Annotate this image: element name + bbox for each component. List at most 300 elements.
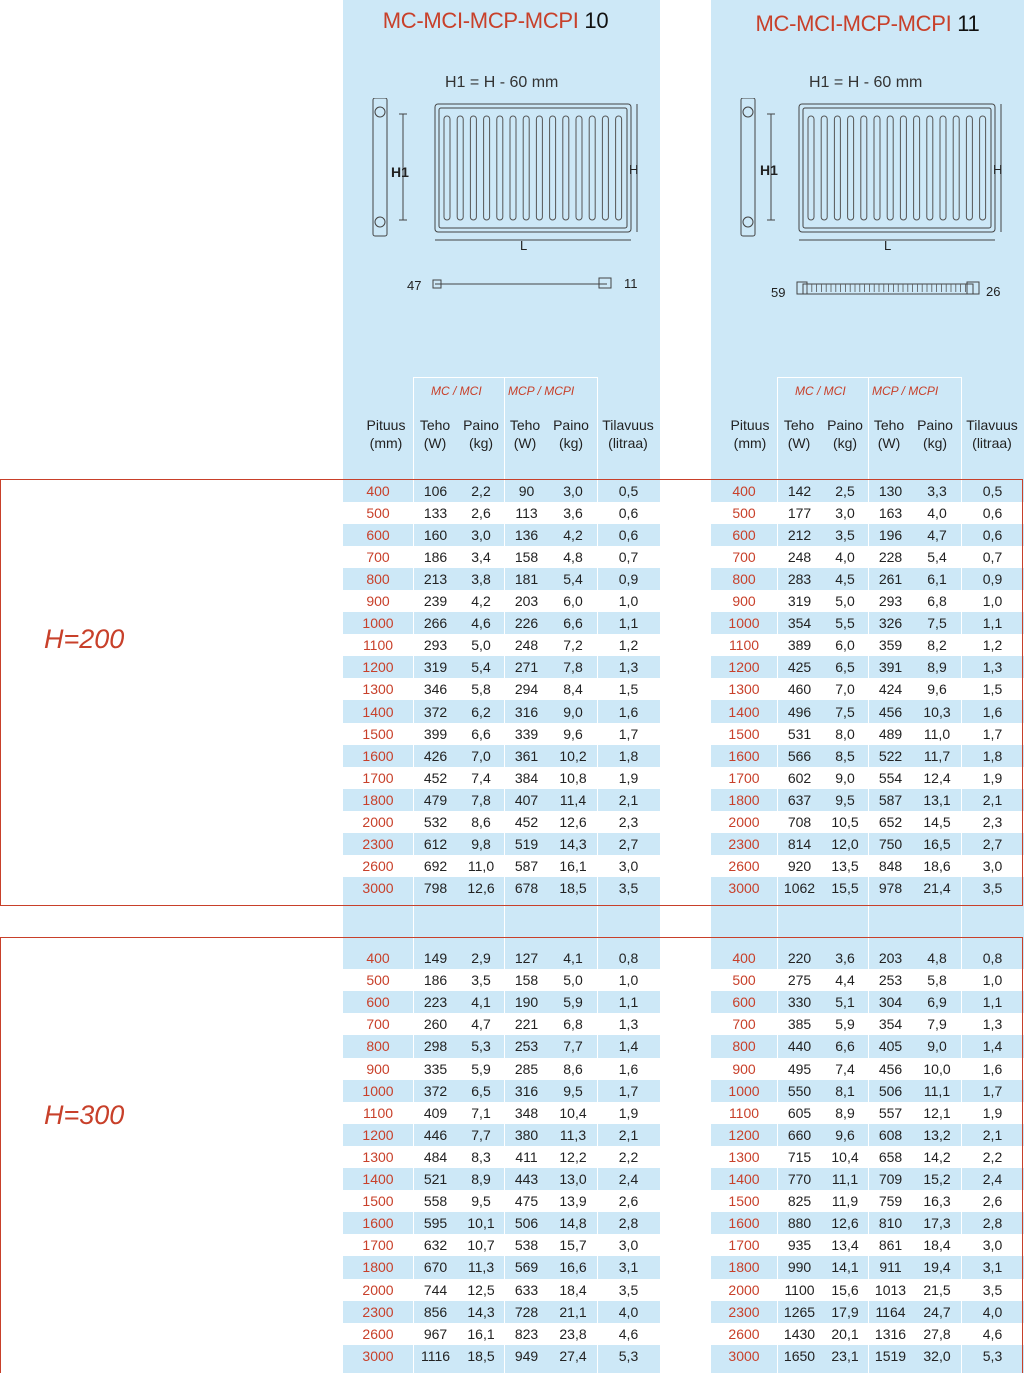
cell-paino-mc: 12,6 xyxy=(467,880,495,896)
cell-pituus: 1300 xyxy=(362,1149,394,1165)
cell-teho-mc: 558 xyxy=(423,1193,448,1209)
cell-teho-mc: 346 xyxy=(423,681,448,697)
cell-pituus: 600 xyxy=(366,994,390,1010)
cell-pituus: 900 xyxy=(366,1061,390,1077)
cell-teho-mcp: 1316 xyxy=(874,1326,907,1342)
cell-paino-mc: 4,7 xyxy=(471,1016,491,1032)
cell-paino-mcp: 13,1 xyxy=(923,792,951,808)
cell-paino-mc: 16,1 xyxy=(467,1326,495,1342)
cell-paino-mcp: 5,0 xyxy=(563,972,583,988)
cell-pituus: 600 xyxy=(366,527,390,543)
cell-pituus: 500 xyxy=(732,972,756,988)
cell-tilavuus: 1,1 xyxy=(618,615,639,631)
cell-tilavuus: 2,7 xyxy=(982,836,1003,852)
cell-tilavuus: 1,0 xyxy=(982,593,1003,609)
cell-teho-mcp: 456 xyxy=(878,704,903,720)
cell-tilavuus: 1,3 xyxy=(618,1016,639,1032)
cell-teho-mc: 990 xyxy=(787,1259,812,1275)
cell-paino-mcp: 3,6 xyxy=(563,505,583,521)
cell-tilavuus: 1,4 xyxy=(618,1038,639,1054)
cell-pituus: 500 xyxy=(732,505,756,521)
cell-paino-mc: 6,0 xyxy=(835,637,855,653)
cell-tilavuus: 0,6 xyxy=(982,505,1003,521)
cell-paino-mcp: 15,7 xyxy=(559,1237,587,1253)
cell-paino-mcp: 18,5 xyxy=(559,880,587,896)
cell-pituus: 3000 xyxy=(362,1348,394,1364)
cell-teho-mc: 426 xyxy=(423,748,448,764)
cell-teho-mcp: 569 xyxy=(514,1259,539,1275)
cell-teho-mc: 446 xyxy=(423,1127,448,1143)
header-teho: Teho (W) xyxy=(419,417,451,451)
cell-paino-mc: 7,4 xyxy=(471,770,491,786)
cell-paino-mc: 9,0 xyxy=(835,770,855,786)
cell-tilavuus: 3,5 xyxy=(618,880,639,896)
cell-paino-mcp: 8,4 xyxy=(563,681,583,697)
cell-teho-mcp: 911 xyxy=(879,1259,902,1275)
cell-paino-mcp: 4,0 xyxy=(927,505,947,521)
cell-teho-mcp: 391 xyxy=(878,659,903,675)
table-row xyxy=(0,1102,1024,1124)
cell-paino-mc: 10,5 xyxy=(831,814,859,830)
cell-pituus: 1400 xyxy=(362,704,394,720)
cell-teho-mcp: 253 xyxy=(514,1038,539,1054)
cell-paino-mc: 3,4 xyxy=(471,549,491,565)
cell-pituus: 1400 xyxy=(362,1171,394,1187)
cell-tilavuus: 1,0 xyxy=(982,972,1003,988)
cell-teho-mcp: 405 xyxy=(878,1038,903,1054)
cell-tilavuus: 2,2 xyxy=(618,1149,639,1165)
header-paino: Paino (kg) xyxy=(917,417,953,451)
cell-paino-mcp: 4,8 xyxy=(563,549,583,565)
cell-teho-mcp: 506 xyxy=(514,1215,539,1231)
cell-pituus: 900 xyxy=(366,593,390,609)
cell-paino-mcp: 4,8 xyxy=(927,950,947,966)
cell-paino-mc: 7,7 xyxy=(471,1127,491,1143)
cell-paino-mcp: 13,0 xyxy=(559,1171,587,1187)
table-row xyxy=(0,634,1024,656)
cell-pituus: 1400 xyxy=(728,1171,760,1187)
cell-paino-mc: 4,5 xyxy=(835,571,855,587)
cell-pituus: 1300 xyxy=(728,681,760,697)
cell-tilavuus: 1,4 xyxy=(982,1038,1003,1054)
cell-paino-mcp: 5,8 xyxy=(927,972,947,988)
cell-paino-mcp: 12,2 xyxy=(559,1149,587,1165)
cell-teho-mc: 440 xyxy=(787,1038,812,1054)
table-row xyxy=(0,546,1024,568)
cell-paino-mc: 11,9 xyxy=(831,1193,859,1209)
table-row xyxy=(0,1212,1024,1234)
cell-pituus: 700 xyxy=(366,549,390,565)
cell-paino-mcp: 14,3 xyxy=(559,836,587,852)
cell-teho-mc: 495 xyxy=(787,1061,812,1077)
cell-paino-mcp: 11,3 xyxy=(559,1127,587,1143)
cell-paino-mc: 10,1 xyxy=(467,1215,495,1231)
cell-tilavuus: 5,3 xyxy=(982,1348,1003,1364)
table-row xyxy=(0,1080,1024,1102)
cell-paino-mc: 3,5 xyxy=(471,972,491,988)
cell-tilavuus: 1,0 xyxy=(618,972,639,988)
cell-tilavuus: 1,3 xyxy=(618,659,639,675)
cell-paino-mc: 20,1 xyxy=(831,1326,859,1342)
cell-teho-mc: 550 xyxy=(787,1083,812,1099)
cell-teho-mcp: 554 xyxy=(878,770,903,786)
cell-teho-mc: 354 xyxy=(787,615,812,631)
cell-tilavuus: 1,6 xyxy=(982,704,1003,720)
table-row xyxy=(0,612,1024,634)
cell-tilavuus: 5,3 xyxy=(618,1348,639,1364)
cell-paino-mc: 10,4 xyxy=(831,1149,859,1165)
cell-tilavuus: 2,4 xyxy=(618,1171,639,1187)
cell-teho-mc: 389 xyxy=(787,637,812,653)
header-tilavuus: Tilavuus (litraa) xyxy=(966,417,1018,451)
cell-pituus: 600 xyxy=(732,994,756,1010)
cell-tilavuus: 1,5 xyxy=(618,681,639,697)
header-pituus: Pituus (mm) xyxy=(730,417,770,451)
header-paino: Paino (kg) xyxy=(463,417,499,451)
cell-paino-mc: 7,8 xyxy=(471,792,491,808)
cell-tilavuus: 2,7 xyxy=(618,836,639,852)
cell-pituus: 1200 xyxy=(362,659,394,675)
cell-teho-mc: 660 xyxy=(787,1127,812,1143)
cell-paino-mc: 4,1 xyxy=(471,994,491,1010)
cell-pituus: 1500 xyxy=(728,1193,760,1209)
cell-tilavuus: 0,7 xyxy=(618,549,639,565)
cell-paino-mcp: 9,0 xyxy=(927,1038,947,1054)
cell-tilavuus: 1,6 xyxy=(618,1061,639,1077)
cell-paino-mc: 7,4 xyxy=(835,1061,855,1077)
cell-pituus: 1000 xyxy=(728,615,760,631)
cell-tilavuus: 1,5 xyxy=(982,681,1003,697)
cell-paino-mcp: 10,0 xyxy=(923,1061,951,1077)
cell-tilavuus: 0,8 xyxy=(982,950,1003,966)
cell-teho-mc: 670 xyxy=(423,1259,448,1275)
cell-paino-mcp: 16,6 xyxy=(559,1259,587,1275)
cell-paino-mc: 5,1 xyxy=(835,994,855,1010)
cell-tilavuus: 1,8 xyxy=(618,748,639,764)
cell-tilavuus: 1,7 xyxy=(618,1083,639,1099)
cell-teho-mc: 798 xyxy=(423,880,448,896)
header-tilavuus: Tilavuus (litraa) xyxy=(602,417,654,451)
cell-teho-mcp: 221 xyxy=(514,1016,539,1032)
cell-tilavuus: 2,8 xyxy=(982,1215,1003,1231)
cell-paino-mcp: 6,6 xyxy=(563,615,583,631)
group-label-mcp: MCP / MCPI xyxy=(508,384,575,398)
cell-pituus: 400 xyxy=(366,950,390,966)
cell-teho-mcp: 759 xyxy=(878,1193,903,1209)
panel-title: MC-MCI-MCP-MCPI 11 xyxy=(755,11,980,36)
cell-teho-mc: 372 xyxy=(423,1083,448,1099)
cell-paino-mc: 13,5 xyxy=(831,858,859,874)
cell-tilavuus: 0,6 xyxy=(618,527,639,543)
cell-teho-mcp: 248 xyxy=(514,637,539,653)
cell-paino-mc: 23,1 xyxy=(831,1348,859,1364)
cell-teho-mc: 266 xyxy=(423,615,448,631)
cell-teho-mcp: 163 xyxy=(878,505,903,521)
table-row xyxy=(0,723,1024,745)
cell-tilavuus: 0,6 xyxy=(982,527,1003,543)
table-row xyxy=(0,656,1024,678)
cell-paino-mc: 6,5 xyxy=(471,1083,491,1099)
cell-teho-mc: 484 xyxy=(423,1149,448,1165)
table-row xyxy=(0,524,1024,546)
cell-teho-mcp: 158 xyxy=(514,549,539,565)
cell-tilavuus: 3,5 xyxy=(618,1282,639,1298)
cell-paino-mc: 2,6 xyxy=(471,505,491,521)
cell-teho-mc: 531 xyxy=(787,726,812,742)
cell-teho-mcp: 1519 xyxy=(874,1348,907,1364)
cell-teho-mcp: 348 xyxy=(514,1105,539,1121)
cell-paino-mc: 5,4 xyxy=(471,659,491,675)
cell-pituus: 1300 xyxy=(728,1149,760,1165)
cell-paino-mcp: 9,6 xyxy=(563,726,583,742)
dim-label-l: L xyxy=(884,238,892,253)
group-label-mc: MC / MCI xyxy=(431,384,482,398)
table-row xyxy=(0,1035,1024,1057)
cell-tilavuus: 3,5 xyxy=(982,880,1003,896)
cell-tilavuus: 2,8 xyxy=(618,1215,639,1231)
cell-paino-mcp: 8,6 xyxy=(563,1061,583,1077)
table-row xyxy=(0,1168,1024,1190)
cell-pituus: 1800 xyxy=(362,792,394,808)
cell-paino-mc: 4,2 xyxy=(471,593,491,609)
table-row xyxy=(0,811,1024,833)
cell-paino-mcp: 9,0 xyxy=(563,704,583,720)
cell-paino-mcp: 13,2 xyxy=(923,1127,951,1143)
cell-tilavuus: 0,5 xyxy=(618,483,639,499)
cell-pituus: 1800 xyxy=(728,792,760,808)
cell-teho-mcp: 271 xyxy=(514,659,539,675)
cell-paino-mc: 7,5 xyxy=(835,704,855,720)
table-row xyxy=(0,789,1024,811)
cell-paino-mc: 10,7 xyxy=(467,1237,495,1253)
cell-pituus: 2000 xyxy=(362,814,394,830)
cell-pituus: 1600 xyxy=(728,748,760,764)
cell-tilavuus: 3,0 xyxy=(618,858,639,874)
cell-teho-mc: 239 xyxy=(423,593,448,609)
cell-tilavuus: 1,7 xyxy=(618,726,639,742)
cell-paino-mc: 5,5 xyxy=(835,615,855,631)
cell-paino-mcp: 8,2 xyxy=(927,637,947,653)
cell-teho-mcp: 411 xyxy=(515,1149,538,1165)
cell-tilavuus: 1,6 xyxy=(618,704,639,720)
cell-teho-mc: 692 xyxy=(423,858,448,874)
cell-pituus: 1000 xyxy=(362,1083,394,1099)
dim-label-h1: H1 xyxy=(760,162,778,178)
cell-paino-mcp: 12,4 xyxy=(923,770,951,786)
cell-paino-mc: 15,6 xyxy=(831,1282,859,1298)
cell-paino-mc: 4,6 xyxy=(471,615,491,631)
cell-paino-mc: 5,3 xyxy=(471,1038,491,1054)
cell-tilavuus: 0,6 xyxy=(618,505,639,521)
cell-teho-mc: 177 xyxy=(787,505,812,521)
depth-right: 26 xyxy=(986,284,1001,299)
cell-tilavuus: 1,1 xyxy=(982,994,1003,1010)
cell-pituus: 1700 xyxy=(362,1237,394,1253)
cell-teho-mcp: 750 xyxy=(878,836,903,852)
cell-paino-mcp: 14,5 xyxy=(923,814,951,830)
cell-paino-mcp: 10,3 xyxy=(923,704,951,720)
cell-paino-mcp: 19,4 xyxy=(923,1259,951,1275)
cell-teho-mcp: 633 xyxy=(514,1282,539,1298)
cell-teho-mc: 1062 xyxy=(783,880,816,896)
cell-tilavuus: 4,0 xyxy=(618,1304,639,1320)
group-label-mcp: MCP / MCPI xyxy=(872,384,939,398)
cell-pituus: 900 xyxy=(732,1061,756,1077)
cell-paino-mc: 8,9 xyxy=(471,1171,491,1187)
table-row xyxy=(0,1234,1024,1256)
cell-tilavuus: 1,7 xyxy=(982,1083,1003,1099)
cell-tilavuus: 1,9 xyxy=(618,770,639,786)
cell-paino-mcp: 21,5 xyxy=(923,1282,951,1298)
cell-paino-mcp: 6,8 xyxy=(563,1016,583,1032)
cell-pituus: 1400 xyxy=(728,704,760,720)
cell-paino-mcp: 6,0 xyxy=(563,593,583,609)
cell-paino-mc: 11,0 xyxy=(467,858,495,874)
cell-teho-mcp: 196 xyxy=(878,527,903,543)
cell-paino-mc: 5,0 xyxy=(471,637,491,653)
cell-pituus: 1100 xyxy=(362,637,394,653)
cell-tilavuus: 2,6 xyxy=(982,1193,1003,1209)
cell-paino-mcp: 12,1 xyxy=(923,1105,951,1121)
cell-paino-mcp: 11,0 xyxy=(923,726,951,742)
cell-paino-mcp: 11,4 xyxy=(559,792,587,808)
cell-paino-mcp: 16,1 xyxy=(559,858,587,874)
cell-paino-mcp: 13,9 xyxy=(559,1193,587,1209)
cell-teho-mcp: 384 xyxy=(514,770,539,786)
cell-tilavuus: 3,0 xyxy=(982,858,1003,874)
cell-pituus: 1200 xyxy=(728,1127,760,1143)
cell-tilavuus: 4,6 xyxy=(982,1326,1003,1342)
table-row xyxy=(0,1256,1024,1278)
table-row xyxy=(0,1013,1024,1035)
cell-tilavuus: 1,9 xyxy=(982,1105,1003,1121)
cell-pituus: 1000 xyxy=(728,1083,760,1099)
cell-teho-mcp: 294 xyxy=(514,681,539,697)
cell-paino-mc: 5,9 xyxy=(835,1016,855,1032)
cell-paino-mcp: 4,7 xyxy=(927,527,947,543)
cell-paino-mcp: 10,4 xyxy=(559,1105,587,1121)
cell-tilavuus: 0,9 xyxy=(982,571,1003,587)
cell-paino-mc: 14,3 xyxy=(467,1304,495,1320)
cell-teho-mc: 186 xyxy=(423,549,448,565)
cell-paino-mcp: 21,1 xyxy=(559,1304,587,1320)
table-row xyxy=(0,1146,1024,1168)
table-row xyxy=(0,1279,1024,1301)
cell-teho-mc: 605 xyxy=(787,1105,812,1121)
header-teho: Teho (W) xyxy=(783,417,815,451)
cell-pituus: 1600 xyxy=(362,748,394,764)
cell-paino-mc: 6,5 xyxy=(835,659,855,675)
cell-teho-mcp: 587 xyxy=(514,858,539,874)
cell-teho-mc: 935 xyxy=(787,1237,812,1253)
cell-teho-mc: 223 xyxy=(423,994,448,1010)
cell-paino-mc: 2,2 xyxy=(471,483,491,499)
cell-teho-mc: 967 xyxy=(423,1326,448,1342)
cell-paino-mcp: 27,4 xyxy=(559,1348,587,1364)
cell-pituus: 1500 xyxy=(362,726,394,742)
cell-paino-mc: 4,4 xyxy=(835,972,855,988)
cell-pituus: 400 xyxy=(366,483,390,499)
table-row xyxy=(0,877,1024,899)
cell-paino-mcp: 10,2 xyxy=(559,748,587,764)
cell-teho-mc: 595 xyxy=(423,1215,448,1231)
cell-paino-mcp: 14,2 xyxy=(923,1149,951,1165)
cell-pituus: 2300 xyxy=(728,1304,760,1320)
cell-tilavuus: 0,5 xyxy=(982,483,1003,499)
cell-tilavuus: 1,2 xyxy=(982,637,1003,653)
cell-paino-mcp: 16,5 xyxy=(923,836,951,852)
cell-paino-mc: 9,8 xyxy=(471,836,491,852)
cell-teho-mc: 399 xyxy=(423,726,448,742)
cell-teho-mc: 149 xyxy=(423,950,448,966)
header-paino: Paino (kg) xyxy=(553,417,589,451)
cell-teho-mc: 330 xyxy=(787,994,812,1010)
cell-paino-mcp: 18,4 xyxy=(559,1282,587,1298)
cell-paino-mcp: 18,4 xyxy=(923,1237,951,1253)
cell-pituus: 2600 xyxy=(728,1326,760,1342)
header-teho: Teho (W) xyxy=(873,417,905,451)
cell-pituus: 2300 xyxy=(362,1304,394,1320)
cell-paino-mc: 12,6 xyxy=(831,1215,859,1231)
cell-tilavuus: 1,8 xyxy=(982,748,1003,764)
cell-teho-mc: 632 xyxy=(423,1237,448,1253)
cell-paino-mc: 12,5 xyxy=(467,1282,495,1298)
cell-teho-mc: 425 xyxy=(787,659,812,675)
cell-teho-mcp: 316 xyxy=(514,1083,539,1099)
cell-paino-mcp: 3,0 xyxy=(563,483,583,499)
cell-teho-mc: 637 xyxy=(787,792,812,808)
cell-teho-mc: 186 xyxy=(423,972,448,988)
cell-teho-mc: 880 xyxy=(787,1215,812,1231)
cell-teho-mcp: 203 xyxy=(514,593,539,609)
cell-tilavuus: 1,3 xyxy=(982,659,1003,675)
cell-paino-mc: 11,3 xyxy=(467,1259,495,1275)
cell-paino-mcp: 18,6 xyxy=(923,858,951,874)
table-row xyxy=(0,767,1024,789)
cell-pituus: 600 xyxy=(732,527,756,543)
cell-tilavuus: 2,3 xyxy=(618,814,639,830)
cell-teho-mcp: 158 xyxy=(514,972,539,988)
cell-paino-mcp: 5,4 xyxy=(563,571,583,587)
dim-label-h: H xyxy=(993,162,1003,177)
cell-teho-mcp: 339 xyxy=(514,726,539,742)
header-teho: Teho (W) xyxy=(509,417,541,451)
cell-tilavuus: 4,6 xyxy=(618,1326,639,1342)
cell-tilavuus: 1,2 xyxy=(618,637,639,653)
cell-paino-mc: 13,4 xyxy=(831,1237,859,1253)
cell-pituus: 700 xyxy=(366,1016,390,1032)
cell-pituus: 400 xyxy=(732,950,756,966)
cell-teho-mcp: 407 xyxy=(514,792,539,808)
cell-paino-mc: 5,0 xyxy=(835,593,855,609)
section-label-h200: H=200 xyxy=(44,624,125,654)
cell-teho-mc: 1100 xyxy=(784,1282,815,1298)
cell-tilavuus: 1,9 xyxy=(618,1105,639,1121)
cell-pituus: 1700 xyxy=(728,1237,760,1253)
cell-paino-mc: 8,1 xyxy=(835,1083,855,1099)
dimension-formula: H1 = H - 60 mm xyxy=(445,74,559,91)
cell-teho-mcp: 316 xyxy=(514,704,539,720)
cell-pituus: 1100 xyxy=(728,637,760,653)
cell-teho-mcp: 380 xyxy=(514,1127,539,1143)
cell-pituus: 1200 xyxy=(362,1127,394,1143)
cell-tilavuus: 0,7 xyxy=(982,549,1003,565)
cell-paino-mc: 3,0 xyxy=(835,505,855,521)
cell-pituus: 900 xyxy=(732,593,756,609)
cell-teho-mc: 521 xyxy=(423,1171,448,1187)
cell-teho-mcp: 424 xyxy=(878,681,903,697)
cell-teho-mc: 275 xyxy=(787,972,812,988)
